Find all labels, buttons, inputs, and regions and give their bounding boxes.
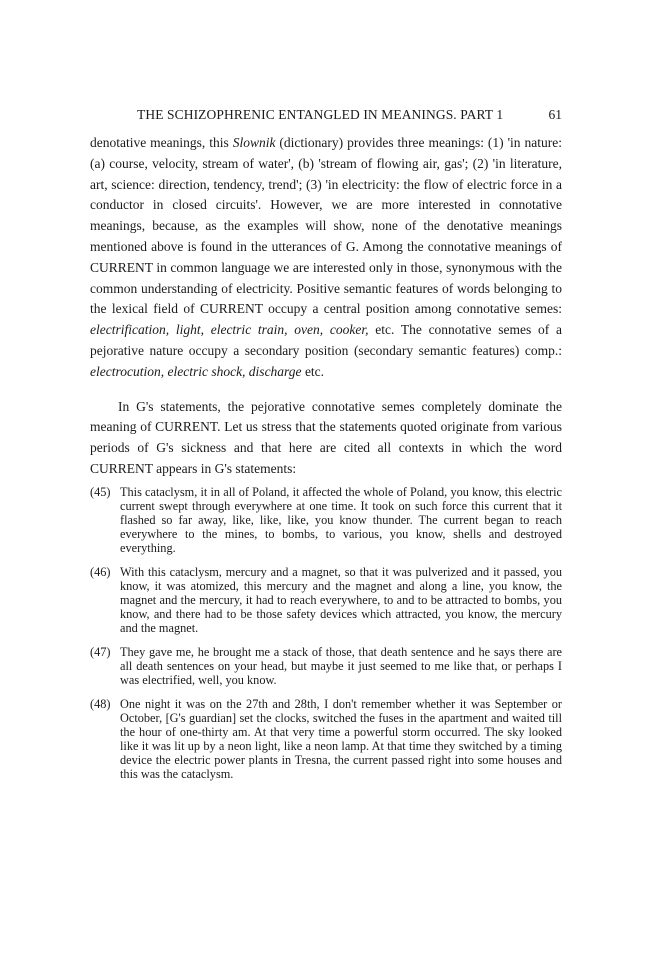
example-text: One night it was on the 27th and 28th, I don't remember whether it was September or October, [G's guardian] set the clocks, switched the fuses in the apartment and waited till the hour of one-thirty am. At that very time a powerful storm occurred. The sky looked like it was lit up by a neon light, like a neon lamp. At that time they switched by a timing device the electric power plants in Tresna, the current passed right into some houses and this was the cataclysm. <box>120 697 562 781</box>
paragraph-1-text-d: etc. <box>301 363 325 379</box>
body-text <box>90 133 562 480</box>
example-item <box>90 646 562 688</box>
page-number: 61 <box>548 107 562 122</box>
example-item <box>90 486 562 556</box>
positive-semes: electrification, light, electric train, oven, cooker, <box>90 322 369 338</box>
paragraph-1-text-c: etc. The connotative semes of a pejorative nature occupy a secondary position (secondary semantic features) comp.: <box>90 322 562 358</box>
example-item <box>90 698 562 781</box>
example-text: They gave me, he brought me a stack of those, that death sentence and he says there are all death sentences on your head, but maybe it just seemed to me like that, or perhaps I was electrified, well, you know. <box>120 645 562 687</box>
example-number: (48) <box>90 697 111 712</box>
paragraph-1-text-a: denotative meanings, this <box>90 135 233 150</box>
example-text: With this cataclysm, mercury and a magnet, so that it was pulverized and it passed, you know, it was atomized, this mercury and the magnet and along a line, you know, the magnet and the mercury, it had to reach everywhere, to and to be attracted to bombs, you know, and there had to be those safety devices which attracted, you know, the mercury and the magnet. <box>120 565 562 635</box>
paragraph-1 <box>90 133 562 383</box>
dictionary-title: Slownik <box>232 135 276 150</box>
running-title: THE SCHIZOPHRENIC ENTANGLED IN MEANINGS. PART 1 <box>137 107 504 122</box>
example-number: (46) <box>90 565 111 580</box>
paragraph-2: In G's statements, the pejorative connotative semes completely dominate the meaning of CURRENT. Let us stress that the statements quoted originate from various periods of G's sickness and that here are cited all contexts in which the word CURRENT appears in G's statements: <box>90 398 562 476</box>
negative-semes: electrocution, electric shock, discharge <box>90 363 302 379</box>
paragraph-1-text-b: (dictionary) provides three meanings: (1) 'in nature: (a) course, velocity, stream of water', (b) 'stream of flowing air, gas'; (2) 'in literature, art, science: direction, tendency, trend'; (3) 'in electricity: the flow of electric force in a conductor in closed circuits'. However, we are more interested in connotative meanings, because, as the examples will show, none of the denotative meanings mentioned above is found in the utterances of G. Among the connotative meanings of CURRENT in common language we are interested only in those, synonymous with the common understanding of electricity. Positive semantic features of words belonging to the lexical field of CURRENT occupy a central position among connotative semes: <box>90 135 562 317</box>
example-list <box>90 486 562 792</box>
example-number: (47) <box>90 645 111 660</box>
example-text: This cataclysm, it in all of Poland, it affected the whole of Poland, you know, this electric current swept through everywhere at one time. It took on such force this current that it flashed so far away, like, like, like, you know thunder. The current began to reach everywhere to the mines, to bombs, to various, you know, shells and destroyed everything. <box>120 485 562 555</box>
example-number: (45) <box>90 485 111 499</box>
example-item <box>90 566 562 636</box>
